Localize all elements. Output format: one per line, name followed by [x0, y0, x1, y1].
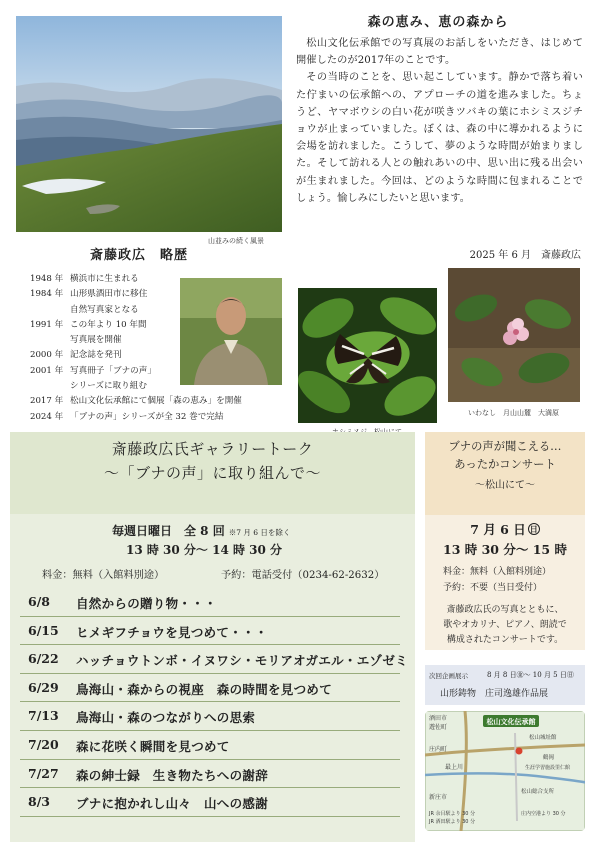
gallery-talk-schedule [112, 522, 290, 539]
map-label: 遊佐町 [429, 724, 448, 731]
session-date: 7/27 [28, 765, 59, 781]
profile-text: 山形県酒田市に移住 [70, 289, 148, 300]
session-row [20, 617, 400, 646]
map-venue-label: 松山文化伝承館 [486, 718, 536, 726]
schedule-days: 毎週日曜日 全 8 回 [112, 524, 225, 538]
flower-photo-caption: いわなし 月山山麓 大満原 [468, 409, 559, 417]
session-title: ヒメギフチョウを見つめて・・・ [76, 624, 268, 640]
session-title: 森の紳士録 生き物たちへの謝辞 [76, 767, 269, 783]
profile-text: 松山文化伝承館にて個展「森の恵み」を開催 [70, 396, 242, 407]
session-row [20, 702, 400, 731]
profile-text: 「ブナの声」シリーズが全 32 巻で完結 [70, 411, 224, 422]
next-exhibit-dates: 8 月 8 日㊎～ 10 月 5 日㊐ [487, 671, 574, 679]
iwanashi-flower-photo [448, 268, 580, 402]
session-list [20, 588, 408, 817]
concert-description-line: 歌やオカリナ、ピアノ、朗読で [443, 620, 567, 630]
butterfly-photo [298, 288, 437, 423]
profile-year: 2000 年 [30, 350, 64, 361]
next-exhibit-title: 山形鋳物 庄司逸雄作品展 [440, 689, 549, 699]
gallery-talk-title: 斎藤政広氏ギャラリートーク [111, 440, 314, 458]
gallery-talk-subtitle: ～「ブナの声」に取り組んで～ [103, 464, 321, 482]
map-label: 庄内町 [429, 746, 448, 753]
session-row [20, 645, 408, 674]
profile-text: 写真展を開催 [70, 335, 122, 346]
sunday-badge: 日 [529, 524, 538, 534]
essay-paragraph: その当時のことを、思い起こしています。静かで落ち着いた佇まいの伝承館への、アプローチの道を進みました。ちょうど、ヤマボウシの白い花が咲きツバキの葉にホシミスジチョウが止まっていました。ぼくは、森の中に導かれるように会場を訪れました。こうして、夢のような時間が始まりました。そして訪れる人との触れあいの中、思い出に残る出会いが生まれました。今回は、どのような時間に包まれることでしょう。愉しみにしたいと思います。 [296, 72, 583, 204]
session-row [20, 588, 400, 617]
map-label: 松山城址館 [529, 735, 557, 741]
concert-date-text: 7 月 6 日 [470, 522, 526, 537]
concert-description-line: 構成されたコンサートです。 [446, 635, 564, 645]
gallery-talk-time: 13 時 30 分～ 14 時 30 分 [126, 543, 283, 557]
concert-description [430, 603, 580, 648]
map-access-line: JR 酒田駅より 30 分 [429, 819, 476, 825]
concert-title-line2: あったかコンサート [454, 458, 556, 471]
schedule-note: ※7 月 6 日を除く [228, 528, 291, 537]
mountain-landscape-photo [16, 16, 282, 232]
profile-text: 記念誌を発刊 [70, 350, 122, 361]
profile-entry [30, 410, 320, 425]
mountain-photo-caption: 山並みの続く風景 [208, 237, 264, 245]
next-exhibit-label: 次回企画展示 [429, 672, 468, 680]
profile-year: 1984 年 [30, 289, 64, 300]
essay-paragraph: 松山文化伝承館での写真展のお話しをいただき、はじめて開催したのが2017年のことです。 [296, 38, 583, 67]
profile-text: シリーズに取り組む [70, 381, 147, 392]
session-title: 自然からの贈り物・・・ [76, 596, 217, 611]
profile-entry [30, 394, 320, 409]
essay-signature: 2025 年 6 月 斎藤政広 [469, 250, 581, 261]
concert-title-line1: ブナの声が聞こえる… [448, 440, 562, 453]
gallery-talk-reservation: 予約：電話受付（0234-62-2632） [221, 570, 385, 581]
profile-year: 2024 年 [30, 411, 64, 422]
session-title: ハッチョウトンボ・イヌワシ・モリアオガエル・エゾゼミ [76, 653, 408, 669]
profile-year: 2001 年 [30, 365, 64, 376]
session-date: 6/15 [28, 622, 59, 638]
concert-reservation: 予約：不要（当日受付） [443, 583, 543, 593]
map-access-line: 庄内空港より 30 分 [521, 811, 566, 817]
concert-description-line: 斎藤政広氏の写真とともに、 [446, 605, 564, 615]
concert-subtitle: ～松山にて～ [475, 480, 535, 491]
session-date: 6/29 [28, 679, 59, 695]
session-date: 7/20 [28, 736, 59, 752]
session-row [20, 788, 400, 817]
profile-text: 自然写真家となる [70, 304, 139, 315]
map-label: 生涯学習施設里仁館 [525, 765, 571, 771]
concert-time: 13 時 30 分～ 15 時 [443, 542, 567, 557]
session-row [20, 760, 400, 789]
session-title: 鳥海山・森からの視座 森の時間を見つめて [76, 681, 333, 697]
session-title: 鳥海山・森のつながりへの思索 [76, 710, 256, 726]
profile-year: 2017 年 [30, 396, 64, 407]
map-label: 最上川 [445, 764, 464, 771]
session-title: 森に花咲く瞬間を見つめて [76, 738, 230, 754]
session-row [20, 731, 400, 760]
map-label: 酒田市 [429, 715, 448, 722]
profile-year: 1948 年 [30, 274, 64, 284]
map-label: 新庄市 [429, 794, 448, 801]
profile-year: 1991 年 [30, 319, 64, 330]
session-date: 7/13 [28, 708, 59, 724]
map-access-line: JR 余目駅より 30 分 [429, 811, 476, 817]
access-map [425, 711, 585, 831]
profile-heading: 斎藤政広 略歴 [90, 248, 189, 263]
map-label: 鶴岡 [543, 755, 555, 761]
profile-text: 横浜市に生まれる [70, 274, 139, 284]
concert-date [425, 520, 585, 538]
gallery-talk-fee: 料金：無料（入館料別途） [42, 570, 165, 581]
essay-body [296, 35, 583, 207]
session-date: 6/8 [28, 594, 50, 609]
profile-text: この年より 10 年間 [70, 319, 147, 330]
session-date: 6/22 [28, 651, 59, 667]
concert-fee: 料金：無料（入館料別途） [443, 567, 552, 577]
session-date: 8/3 [28, 794, 50, 810]
session-row [20, 674, 400, 703]
photographer-portrait [180, 278, 282, 385]
map-label: 松山総合支所 [521, 789, 555, 795]
session-title: ブナに抱かれし山々 山への感謝 [76, 796, 269, 812]
profile-text: 写真冊子「ブナの声」 [70, 365, 156, 376]
essay-title: 森の恵み、恵の森から [367, 15, 509, 30]
